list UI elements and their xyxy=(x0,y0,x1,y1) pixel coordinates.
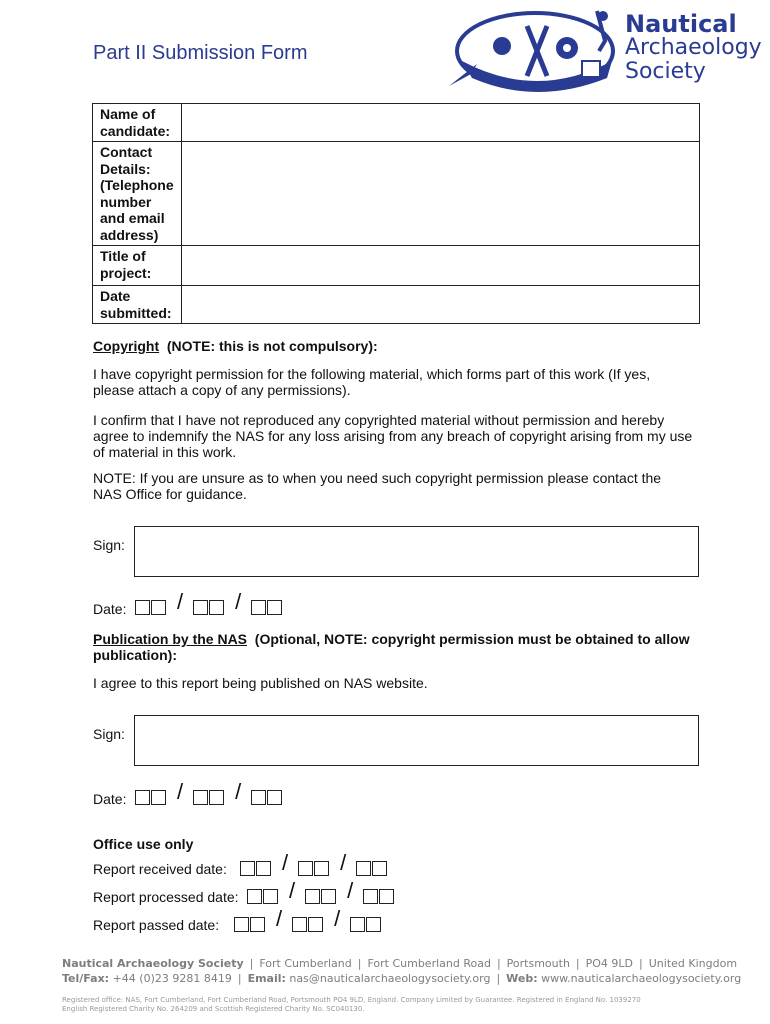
date-submitted-label: Date submitted: xyxy=(93,286,182,324)
footer-addr4: PO4 9LD xyxy=(585,957,634,970)
copyright-date-input[interactable]: / / xyxy=(135,599,283,615)
received-label: Report received date: xyxy=(93,861,227,877)
copyright-date-label: Date: xyxy=(93,601,127,617)
footer-addr1: Fort Cumberland xyxy=(259,957,352,970)
footer-registration xyxy=(62,996,641,1014)
footer-addr2: Fort Cumberland Road xyxy=(367,957,491,970)
copyright-heading xyxy=(93,338,693,354)
publication-title: Publication by the NAS xyxy=(93,631,248,647)
copyright-signature-box[interactable] xyxy=(134,526,699,577)
table-row xyxy=(93,286,700,324)
candidate-info-table xyxy=(92,103,700,324)
publication-date-input[interactable]: / / xyxy=(135,789,283,805)
footer-email[interactable]: nas@nauticalarchaeologysociety.org xyxy=(289,972,491,985)
contact-field[interactable] xyxy=(182,142,700,246)
footer-web-label: Web: xyxy=(506,972,538,985)
received-date-input[interactable]: / / xyxy=(240,860,388,876)
table-row xyxy=(93,104,700,142)
footer-tel-label: Tel/Fax: xyxy=(62,972,110,985)
office-heading: Office use only xyxy=(93,836,194,852)
footer-tel: +44 (0)23 9281 8419 xyxy=(112,972,232,985)
page-title: Part II Submission Form xyxy=(93,42,308,64)
date-submitted-field[interactable] xyxy=(182,286,700,324)
footer-addr5: United Kingdom xyxy=(648,957,738,970)
name-label: Name of candidate: xyxy=(93,104,182,142)
logo-line-2: Archaeology xyxy=(625,35,762,60)
publication-date-label: Date: xyxy=(93,791,127,807)
logo-line-1: Nautical xyxy=(625,10,737,38)
footer-addr3: Portsmouth xyxy=(506,957,570,970)
table-row xyxy=(93,246,700,286)
footer-web[interactable]: www.nauticalarchaeologysociety.org xyxy=(541,972,742,985)
footer-org: Nautical Archaeology Society xyxy=(62,957,244,970)
publication-note: (Optional, NOTE: copyright permission must be obtained to allow publication): xyxy=(93,631,690,663)
passed-label: Report passed date: xyxy=(93,917,220,933)
footer-reg-1: Registered office: NAS, Fort Cumberland, Fort Cumberland Road, Portsmouth PO4 9LD, England. Company Limited by Guarantee. Registered in England No. 1039270 xyxy=(62,996,641,1004)
footer-reg-2: English Registered Charity No. 264209 and Scottish Registered Charity No. SC040130. xyxy=(62,1005,365,1013)
copyright-para-1: I have copyright permission for the following material, which forms part of this work (If yes, please attach a copy of any permissions). xyxy=(93,366,651,398)
publication-sign-label: Sign: xyxy=(93,726,125,742)
processed-date-input[interactable]: / / xyxy=(247,888,395,904)
footer-address: Nautical Archaeology Society | Fort Cumberland | Fort Cumberland Road | Portsmouth | PO4 9LD | United Kingdom xyxy=(62,957,738,970)
contact-label: Contact Details: (Telephone number and email address) xyxy=(93,142,182,246)
publication-agree: I agree to this report being published on NAS website. xyxy=(93,675,428,691)
copyright-para-2: I confirm that I have not reproduced any copyrighted material without permission and hereby agree to indemnify the NAS for any loss arising from any breach of copyright arising from my use of material in this work. xyxy=(93,412,693,460)
processed-label: Report processed date: xyxy=(93,889,239,905)
copyright-note: (NOTE: this is not compulsory): xyxy=(166,338,378,354)
ship-emblem-icon xyxy=(447,6,622,98)
table-row xyxy=(93,142,700,246)
title-field[interactable] xyxy=(182,246,700,286)
publication-heading xyxy=(93,631,693,663)
name-field[interactable] xyxy=(182,104,700,142)
copyright-para-3: NOTE: If you are unsure as to when you need such copyright permission please contact the NAS Office for guidance. xyxy=(93,470,662,502)
title-label: Title of project: xyxy=(93,246,182,286)
footer-contact: Tel/Fax: +44 (0)23 9281 8419 | Email: nas@nauticalarchaeologysociety.org | Web: www.nauticalarchaeologysociety.org xyxy=(62,972,742,985)
logo-line-3: Society xyxy=(625,59,706,84)
copyright-sign-label: Sign: xyxy=(93,537,125,553)
nas-logo xyxy=(447,6,762,98)
footer-email-label: Email: xyxy=(247,972,286,985)
copyright-title: Copyright xyxy=(93,338,160,354)
passed-date-input[interactable]: / / xyxy=(234,916,382,932)
publication-signature-box[interactable] xyxy=(134,715,699,766)
